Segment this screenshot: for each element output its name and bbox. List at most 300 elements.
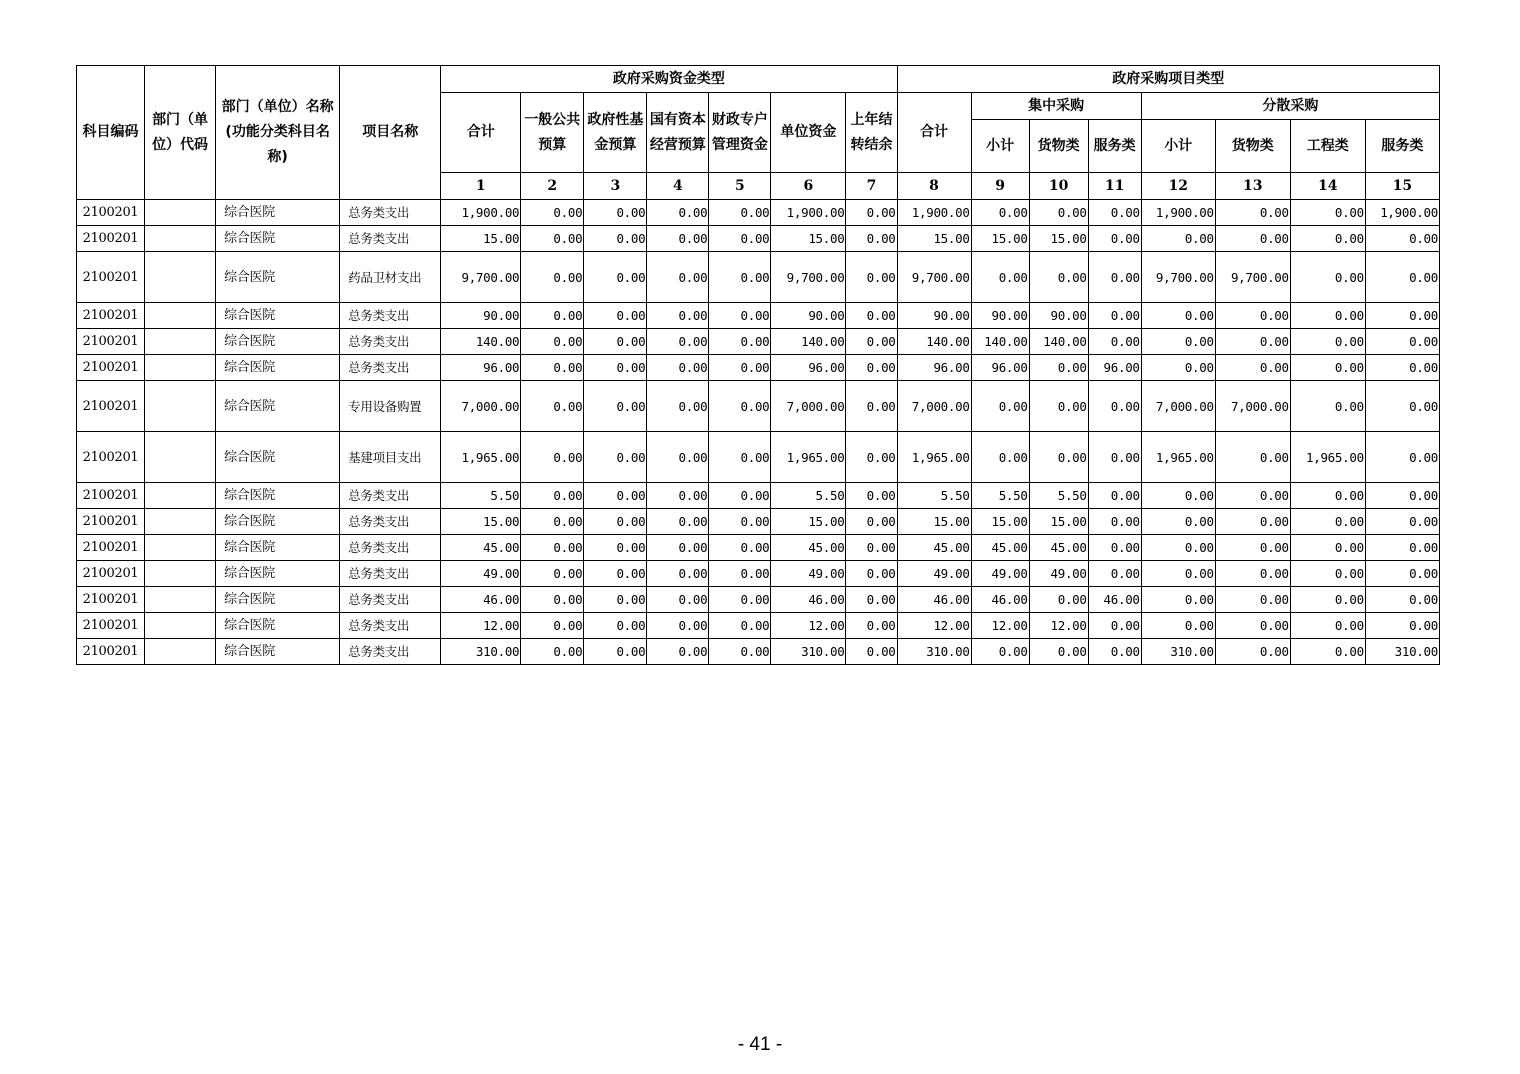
amount-cell: 0.00 bbox=[584, 200, 647, 226]
amount-cell: 15.00 bbox=[971, 226, 1029, 252]
amount-cell: 7,000.00 bbox=[897, 381, 971, 432]
header-central-subtotal: 小计 bbox=[971, 120, 1029, 173]
project-name-cell bbox=[340, 226, 441, 252]
column-number: 7 bbox=[846, 173, 897, 200]
amount-cell: 0.00 bbox=[1290, 200, 1365, 226]
amount-cell: 0.00 bbox=[521, 303, 584, 329]
amount-cell: 0.00 bbox=[647, 252, 709, 303]
amount-cell: 0.00 bbox=[521, 200, 584, 226]
amount-cell: 0.00 bbox=[1365, 252, 1439, 303]
column-number: 15 bbox=[1365, 173, 1439, 200]
subject-code-cell: 2100201 bbox=[77, 509, 145, 535]
project-name: 总务类支出 bbox=[348, 231, 410, 246]
amount-cell: 15.00 bbox=[897, 509, 971, 535]
amount-cell: 0.00 bbox=[1290, 613, 1365, 639]
amount-cell: 0.00 bbox=[584, 329, 647, 355]
amount-cell: 0.00 bbox=[1088, 639, 1141, 665]
amount-cell: 45.00 bbox=[971, 535, 1029, 561]
amount-cell: 0.00 bbox=[647, 432, 709, 483]
amount-cell: 12.00 bbox=[897, 613, 971, 639]
header-project-total: 合计 bbox=[897, 93, 971, 173]
amount-cell: 0.00 bbox=[1215, 561, 1290, 587]
amount-cell: 310.00 bbox=[441, 639, 521, 665]
amount-cell: 0.00 bbox=[1088, 329, 1141, 355]
subject-code-cell: 2100201 bbox=[77, 226, 145, 252]
amount-cell: 0.00 bbox=[846, 381, 897, 432]
amount-cell: 0.00 bbox=[709, 329, 771, 355]
amount-cell: 46.00 bbox=[971, 587, 1029, 613]
unit-name-cell: 综合医院 bbox=[216, 587, 340, 613]
amount-cell: 0.00 bbox=[1290, 226, 1365, 252]
unit-name-cell: 综合医院 bbox=[216, 483, 340, 509]
procurement-table bbox=[76, 65, 1440, 665]
header-dispersed-services: 服务类 bbox=[1365, 120, 1439, 173]
amount-cell: 0.00 bbox=[521, 587, 584, 613]
table-header bbox=[77, 66, 1440, 200]
unit-name-cell: 综合医院 bbox=[216, 639, 340, 665]
amount-cell: 0.00 bbox=[1290, 483, 1365, 509]
amount-cell: 9,700.00 bbox=[441, 252, 521, 303]
amount-cell: 9,700.00 bbox=[897, 252, 971, 303]
unit-name-cell: 综合医院 bbox=[216, 535, 340, 561]
header-project-name: 项目名称 bbox=[340, 66, 441, 200]
amount-cell: 0.00 bbox=[647, 535, 709, 561]
column-number: 10 bbox=[1029, 173, 1088, 200]
project-name: 总务类支出 bbox=[348, 334, 410, 349]
column-number: 2 bbox=[521, 173, 584, 200]
amount-cell: 0.00 bbox=[846, 561, 897, 587]
amount-cell: 0.00 bbox=[1365, 329, 1439, 355]
amount-cell: 140.00 bbox=[971, 329, 1029, 355]
amount-cell: 0.00 bbox=[1141, 587, 1215, 613]
amount-cell: 0.00 bbox=[846, 226, 897, 252]
amount-cell: 0.00 bbox=[1215, 483, 1290, 509]
dept-code-cell bbox=[145, 561, 216, 587]
table-row bbox=[77, 613, 1440, 639]
amount-cell: 0.00 bbox=[584, 432, 647, 483]
amount-cell: 0.00 bbox=[1029, 432, 1088, 483]
amount-cell: 0.00 bbox=[1141, 355, 1215, 381]
amount-cell: 0.00 bbox=[1365, 535, 1439, 561]
subject-code-cell: 2100201 bbox=[77, 329, 145, 355]
amount-cell: 9,700.00 bbox=[771, 252, 846, 303]
amount-cell: 0.00 bbox=[1141, 226, 1215, 252]
amount-cell: 0.00 bbox=[1215, 303, 1290, 329]
amount-cell: 0.00 bbox=[846, 535, 897, 561]
amount-cell: 7,000.00 bbox=[1141, 381, 1215, 432]
project-name: 总务类支出 bbox=[348, 360, 410, 375]
amount-cell: 0.00 bbox=[584, 613, 647, 639]
amount-cell: 9,700.00 bbox=[1141, 252, 1215, 303]
amount-cell: 1,965.00 bbox=[441, 432, 521, 483]
amount-cell: 0.00 bbox=[584, 483, 647, 509]
unit-name-cell: 综合医院 bbox=[216, 329, 340, 355]
amount-cell: 0.00 bbox=[709, 587, 771, 613]
amount-cell: 0.00 bbox=[1215, 509, 1290, 535]
amount-cell: 1,900.00 bbox=[1141, 200, 1215, 226]
header-central-services: 服务类 bbox=[1088, 120, 1141, 173]
amount-cell: 96.00 bbox=[1088, 355, 1141, 381]
unit-name-cell: 综合医院 bbox=[216, 613, 340, 639]
header-dept-name: 部门（单位）名称(功能分类科目名称) bbox=[216, 66, 340, 200]
amount-cell: 0.00 bbox=[846, 587, 897, 613]
amount-cell: 1,965.00 bbox=[1290, 432, 1365, 483]
amount-cell: 5.50 bbox=[1029, 483, 1088, 509]
amount-cell: 0.00 bbox=[1290, 303, 1365, 329]
amount-cell: 0.00 bbox=[1290, 561, 1365, 587]
amount-cell: 0.00 bbox=[647, 509, 709, 535]
amount-cell: 0.00 bbox=[1141, 535, 1215, 561]
project-name-cell bbox=[340, 355, 441, 381]
amount-cell: 0.00 bbox=[647, 587, 709, 613]
amount-cell: 0.00 bbox=[709, 483, 771, 509]
amount-cell: 0.00 bbox=[1290, 381, 1365, 432]
amount-cell: 7,000.00 bbox=[771, 381, 846, 432]
amount-cell: 15.00 bbox=[441, 509, 521, 535]
dept-code-cell bbox=[145, 200, 216, 226]
column-number: 11 bbox=[1088, 173, 1141, 200]
project-name-cell bbox=[340, 639, 441, 665]
dept-code-cell bbox=[145, 483, 216, 509]
amount-cell: 0.00 bbox=[971, 200, 1029, 226]
project-name-cell bbox=[340, 613, 441, 639]
amount-cell: 90.00 bbox=[897, 303, 971, 329]
amount-cell: 0.00 bbox=[1365, 613, 1439, 639]
amount-cell: 0.00 bbox=[846, 355, 897, 381]
amount-cell: 0.00 bbox=[584, 561, 647, 587]
amount-cell: 0.00 bbox=[1141, 329, 1215, 355]
amount-cell: 0.00 bbox=[521, 252, 584, 303]
project-name: 总务类支出 bbox=[348, 618, 410, 633]
amount-cell: 49.00 bbox=[771, 561, 846, 587]
dept-code-cell bbox=[145, 252, 216, 303]
project-name-cell bbox=[340, 587, 441, 613]
dept-code-cell bbox=[145, 329, 216, 355]
amount-cell: 1,900.00 bbox=[771, 200, 846, 226]
column-number: 1 bbox=[441, 173, 521, 200]
amount-cell: 0.00 bbox=[709, 432, 771, 483]
amount-cell: 49.00 bbox=[441, 561, 521, 587]
amount-cell: 0.00 bbox=[1088, 381, 1141, 432]
project-name: 总务类支出 bbox=[348, 205, 410, 220]
project-name: 总务类支出 bbox=[348, 488, 410, 503]
dept-code-cell bbox=[145, 303, 216, 329]
dept-code-cell bbox=[145, 509, 216, 535]
amount-cell: 9,700.00 bbox=[1215, 252, 1290, 303]
amount-cell: 12.00 bbox=[441, 613, 521, 639]
header-dept-code: 部门（单位）代码 bbox=[145, 66, 216, 200]
subject-code-cell: 2100201 bbox=[77, 613, 145, 639]
amount-cell: 0.00 bbox=[709, 355, 771, 381]
amount-cell: 15.00 bbox=[771, 509, 846, 535]
column-number: 9 bbox=[971, 173, 1029, 200]
amount-cell: 0.00 bbox=[1290, 535, 1365, 561]
subject-code-cell: 2100201 bbox=[77, 381, 145, 432]
table-row bbox=[77, 509, 1440, 535]
header-carryover: 上年结转结余 bbox=[846, 93, 897, 173]
amount-cell: 0.00 bbox=[1141, 483, 1215, 509]
table-row bbox=[77, 587, 1440, 613]
amount-cell: 0.00 bbox=[647, 483, 709, 509]
amount-cell: 15.00 bbox=[441, 226, 521, 252]
header-dispersed-engineering: 工程类 bbox=[1290, 120, 1365, 173]
project-name-cell bbox=[340, 483, 441, 509]
amount-cell: 1,965.00 bbox=[1141, 432, 1215, 483]
amount-cell: 140.00 bbox=[897, 329, 971, 355]
amount-cell: 1,900.00 bbox=[441, 200, 521, 226]
header-state-capital-budget: 国有资本经营预算 bbox=[647, 93, 709, 173]
header-central-procurement: 集中采购 bbox=[971, 93, 1141, 120]
table-row bbox=[77, 200, 1440, 226]
amount-cell: 0.00 bbox=[846, 483, 897, 509]
subject-code-cell: 2100201 bbox=[77, 483, 145, 509]
project-name-cell bbox=[340, 432, 441, 483]
amount-cell: 0.00 bbox=[846, 329, 897, 355]
amount-cell: 0.00 bbox=[1088, 483, 1141, 509]
amount-cell: 310.00 bbox=[1365, 639, 1439, 665]
unit-name-cell: 综合医院 bbox=[216, 432, 340, 483]
amount-cell: 0.00 bbox=[1365, 355, 1439, 381]
amount-cell: 0.00 bbox=[584, 535, 647, 561]
amount-cell: 46.00 bbox=[897, 587, 971, 613]
amount-cell: 0.00 bbox=[709, 381, 771, 432]
amount-cell: 0.00 bbox=[1029, 381, 1088, 432]
amount-cell: 0.00 bbox=[1141, 561, 1215, 587]
project-name: 基建项目支出 bbox=[348, 449, 422, 465]
amount-cell: 0.00 bbox=[584, 509, 647, 535]
dept-code-cell bbox=[145, 639, 216, 665]
amount-cell: 12.00 bbox=[771, 613, 846, 639]
amount-cell: 0.00 bbox=[647, 329, 709, 355]
amount-cell: 0.00 bbox=[647, 303, 709, 329]
amount-cell: 0.00 bbox=[1215, 432, 1290, 483]
header-project-type-group: 政府采购项目类型 bbox=[897, 66, 1439, 93]
amount-cell: 0.00 bbox=[1088, 200, 1141, 226]
amount-cell: 0.00 bbox=[1215, 639, 1290, 665]
amount-cell: 0.00 bbox=[846, 200, 897, 226]
project-name-cell bbox=[340, 535, 441, 561]
amount-cell: 0.00 bbox=[647, 226, 709, 252]
amount-cell: 96.00 bbox=[897, 355, 971, 381]
amount-cell: 0.00 bbox=[1088, 252, 1141, 303]
amount-cell: 0.00 bbox=[521, 483, 584, 509]
amount-cell: 0.00 bbox=[1365, 587, 1439, 613]
dept-code-cell bbox=[145, 355, 216, 381]
amount-cell: 140.00 bbox=[1029, 329, 1088, 355]
amount-cell: 0.00 bbox=[521, 613, 584, 639]
amount-cell: 310.00 bbox=[771, 639, 846, 665]
amount-cell: 90.00 bbox=[441, 303, 521, 329]
amount-cell: 0.00 bbox=[584, 226, 647, 252]
subject-code-cell: 2100201 bbox=[77, 432, 145, 483]
amount-cell: 0.00 bbox=[1088, 226, 1141, 252]
column-number: 5 bbox=[709, 173, 771, 200]
header-subject-code: 科目编码 bbox=[77, 66, 145, 200]
dept-code-cell bbox=[145, 226, 216, 252]
column-number: 6 bbox=[771, 173, 846, 200]
amount-cell: 0.00 bbox=[709, 252, 771, 303]
table-row bbox=[77, 381, 1440, 432]
amount-cell: 96.00 bbox=[441, 355, 521, 381]
amount-cell: 0.00 bbox=[1141, 509, 1215, 535]
amount-cell: 0.00 bbox=[1290, 329, 1365, 355]
unit-name-cell: 综合医院 bbox=[216, 200, 340, 226]
subject-code-cell: 2100201 bbox=[77, 561, 145, 587]
amount-cell: 0.00 bbox=[846, 252, 897, 303]
project-name: 总务类支出 bbox=[348, 592, 410, 607]
amount-cell: 0.00 bbox=[647, 355, 709, 381]
unit-name-cell: 综合医院 bbox=[216, 252, 340, 303]
page-number: - 41 - bbox=[737, 1034, 783, 1055]
amount-cell: 7,000.00 bbox=[1215, 381, 1290, 432]
amount-cell: 0.00 bbox=[647, 200, 709, 226]
amount-cell: 0.00 bbox=[1088, 509, 1141, 535]
header-gov-fund-budget: 政府性基金预算 bbox=[584, 93, 647, 173]
project-name-cell bbox=[340, 381, 441, 432]
amount-cell: 5.50 bbox=[771, 483, 846, 509]
unit-name-cell: 综合医院 bbox=[216, 509, 340, 535]
amount-cell: 0.00 bbox=[1088, 535, 1141, 561]
amount-cell: 45.00 bbox=[771, 535, 846, 561]
amount-cell: 0.00 bbox=[709, 303, 771, 329]
amount-cell: 7,000.00 bbox=[441, 381, 521, 432]
amount-cell: 45.00 bbox=[897, 535, 971, 561]
table-row bbox=[77, 355, 1440, 381]
amount-cell: 140.00 bbox=[771, 329, 846, 355]
amount-cell: 49.00 bbox=[971, 561, 1029, 587]
unit-name-cell: 综合医院 bbox=[216, 303, 340, 329]
amount-cell: 0.00 bbox=[647, 561, 709, 587]
unit-name-cell: 综合医院 bbox=[216, 355, 340, 381]
amount-cell: 1,965.00 bbox=[771, 432, 846, 483]
amount-cell: 15.00 bbox=[971, 509, 1029, 535]
project-name-cell bbox=[340, 329, 441, 355]
amount-cell: 0.00 bbox=[1290, 509, 1365, 535]
amount-cell: 0.00 bbox=[1029, 639, 1088, 665]
amount-cell: 49.00 bbox=[1029, 561, 1088, 587]
project-name-cell bbox=[340, 252, 441, 303]
amount-cell: 0.00 bbox=[1365, 561, 1439, 587]
amount-cell: 0.00 bbox=[521, 226, 584, 252]
amount-cell: 0.00 bbox=[1029, 587, 1088, 613]
subject-code-cell: 2100201 bbox=[77, 252, 145, 303]
amount-cell: 0.00 bbox=[1365, 381, 1439, 432]
amount-cell: 5.50 bbox=[897, 483, 971, 509]
table-row bbox=[77, 561, 1440, 587]
table-row bbox=[77, 226, 1440, 252]
amount-cell: 1,900.00 bbox=[1365, 200, 1439, 226]
amount-cell: 15.00 bbox=[897, 226, 971, 252]
amount-cell: 0.00 bbox=[846, 613, 897, 639]
project-name: 总务类支出 bbox=[348, 566, 410, 581]
subject-code-cell: 2100201 bbox=[77, 587, 145, 613]
amount-cell: 0.00 bbox=[647, 613, 709, 639]
amount-cell: 0.00 bbox=[1365, 303, 1439, 329]
dept-code-cell bbox=[145, 381, 216, 432]
amount-cell: 0.00 bbox=[971, 639, 1029, 665]
amount-cell: 46.00 bbox=[771, 587, 846, 613]
amount-cell: 0.00 bbox=[709, 613, 771, 639]
amount-cell: 0.00 bbox=[1365, 226, 1439, 252]
project-name: 总务类支出 bbox=[348, 540, 410, 555]
amount-cell: 0.00 bbox=[1088, 303, 1141, 329]
amount-cell: 0.00 bbox=[709, 509, 771, 535]
amount-cell: 0.00 bbox=[1290, 587, 1365, 613]
project-name: 总务类支出 bbox=[348, 308, 410, 323]
amount-cell: 49.00 bbox=[897, 561, 971, 587]
subject-code-cell: 2100201 bbox=[77, 535, 145, 561]
project-name-cell bbox=[340, 303, 441, 329]
unit-name-cell: 综合医院 bbox=[216, 561, 340, 587]
project-name: 药品卫材支出 bbox=[348, 269, 422, 285]
subject-code-cell: 2100201 bbox=[77, 200, 145, 226]
amount-cell: 0.00 bbox=[709, 200, 771, 226]
amount-cell: 90.00 bbox=[971, 303, 1029, 329]
amount-cell: 0.00 bbox=[971, 432, 1029, 483]
amount-cell: 0.00 bbox=[709, 561, 771, 587]
amount-cell: 0.00 bbox=[521, 355, 584, 381]
amount-cell: 0.00 bbox=[521, 329, 584, 355]
amount-cell: 0.00 bbox=[1215, 587, 1290, 613]
amount-cell: 0.00 bbox=[647, 639, 709, 665]
project-name: 总务类支出 bbox=[348, 514, 410, 529]
column-number: 14 bbox=[1290, 173, 1365, 200]
amount-cell: 0.00 bbox=[521, 381, 584, 432]
amount-cell: 0.00 bbox=[1215, 355, 1290, 381]
amount-cell: 90.00 bbox=[771, 303, 846, 329]
amount-cell: 0.00 bbox=[584, 587, 647, 613]
unit-name-cell: 综合医院 bbox=[216, 226, 340, 252]
amount-cell: 12.00 bbox=[971, 613, 1029, 639]
amount-cell: 90.00 bbox=[1029, 303, 1088, 329]
amount-cell: 0.00 bbox=[584, 303, 647, 329]
header-dispersed-procurement: 分散采购 bbox=[1141, 93, 1439, 120]
amount-cell: 0.00 bbox=[1290, 639, 1365, 665]
subject-code-cell: 2100201 bbox=[77, 303, 145, 329]
column-number: 8 bbox=[897, 173, 971, 200]
amount-cell: 0.00 bbox=[584, 381, 647, 432]
amount-cell: 0.00 bbox=[584, 252, 647, 303]
amount-cell: 15.00 bbox=[1029, 509, 1088, 535]
project-name-cell bbox=[340, 509, 441, 535]
table-row bbox=[77, 432, 1440, 483]
amount-cell: 1,965.00 bbox=[897, 432, 971, 483]
column-number: 13 bbox=[1215, 173, 1290, 200]
table-row bbox=[77, 535, 1440, 561]
amount-cell: 0.00 bbox=[521, 535, 584, 561]
subject-code-cell: 2100201 bbox=[77, 639, 145, 665]
header-central-goods: 货物类 bbox=[1029, 120, 1088, 173]
amount-cell: 0.00 bbox=[584, 355, 647, 381]
project-name-cell bbox=[340, 561, 441, 587]
project-name-cell bbox=[340, 200, 441, 226]
amount-cell: 0.00 bbox=[971, 381, 1029, 432]
header-fund-type-group: 政府采购资金类型 bbox=[441, 66, 897, 93]
amount-cell: 0.00 bbox=[1215, 613, 1290, 639]
amount-cell: 0.00 bbox=[584, 639, 647, 665]
amount-cell: 0.00 bbox=[1365, 509, 1439, 535]
amount-cell: 15.00 bbox=[771, 226, 846, 252]
amount-cell: 96.00 bbox=[771, 355, 846, 381]
amount-cell: 0.00 bbox=[1365, 432, 1439, 483]
amount-cell: 0.00 bbox=[1088, 432, 1141, 483]
amount-cell: 0.00 bbox=[1141, 613, 1215, 639]
amount-cell: 0.00 bbox=[1215, 200, 1290, 226]
header-general-budget: 一般公共预算 bbox=[521, 93, 584, 173]
amount-cell: 310.00 bbox=[897, 639, 971, 665]
project-name: 专用设备购置 bbox=[348, 398, 422, 414]
amount-cell: 0.00 bbox=[846, 303, 897, 329]
